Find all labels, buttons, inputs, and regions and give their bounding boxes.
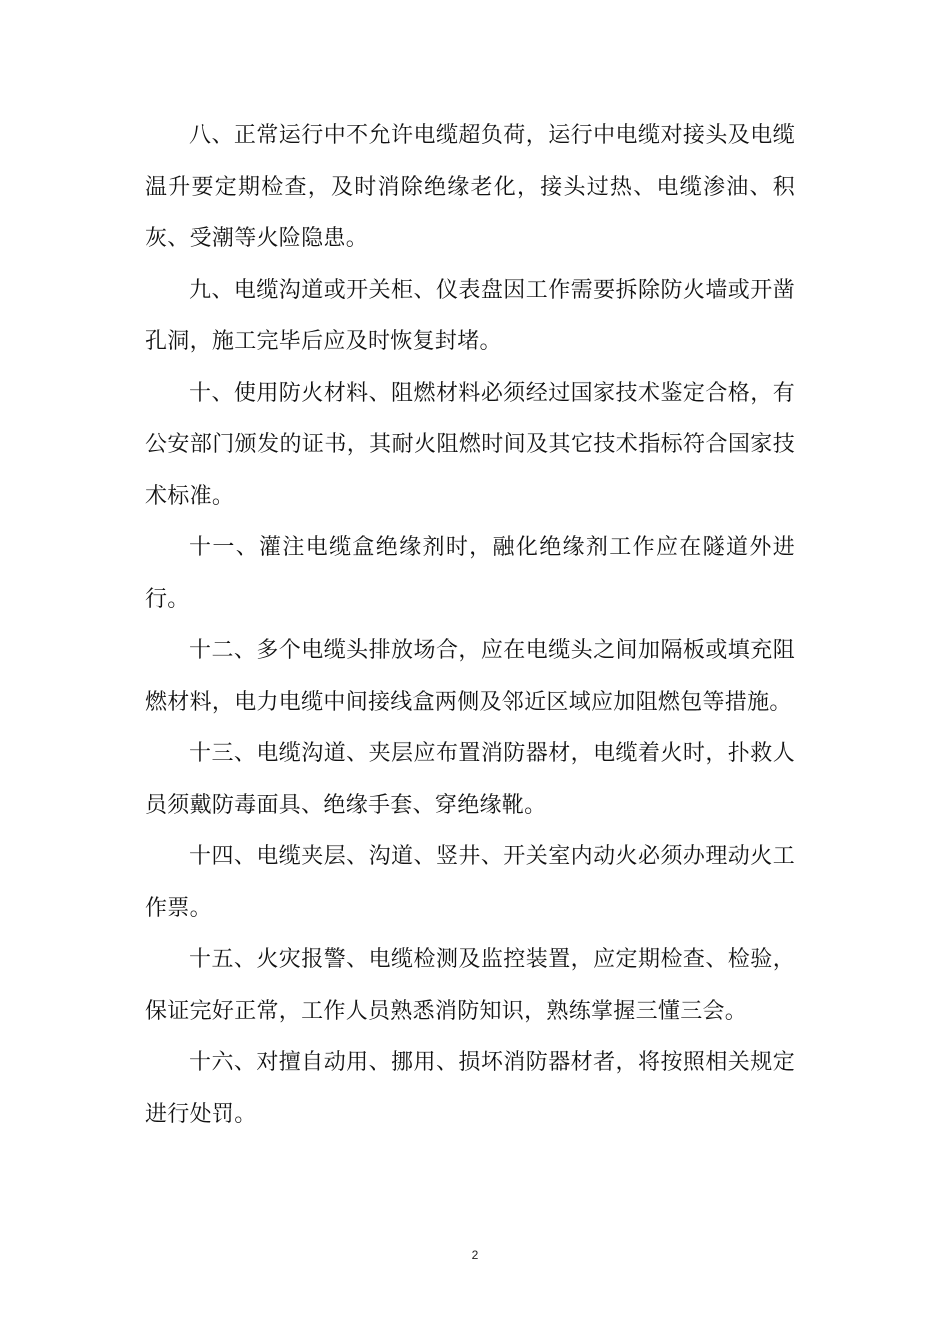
paragraph-16: 十六、对擅自动用、挪用、损坏消防器材者，将按照相关规定进行处罚。 <box>145 1050 795 1127</box>
paragraph-12: 十二、多个电缆头排放场合，应在电缆头之间加隔板或填充阻燃材料，电力电缆中间接线盒两侧及邻近区域应加阻燃包等措施。 <box>145 638 795 715</box>
paragraph-13: 十三、电缆沟道、夹层应布置消防器材，电缆着火时，扑救人员须戴防毒面具、绝缘手套、穿绝缘靴。 <box>145 741 795 818</box>
paragraph-8: 八、正常运行中不允许电缆超负荷，运行中电缆对接头及电缆温升要定期检查，及时消除绝缘老化，接头过热、电缆渗油、积灰、受潮等火险隐患。 <box>145 123 795 251</box>
paragraph-9: 九、电缆沟道或开关柜、仪表盘因工作需要拆除防火墙或开凿孔洞，施工完毕后应及时恢复封堵。 <box>145 277 795 354</box>
paragraph-14: 十四、电缆夹层、沟道、竖井、开关室内动火必须办理动火工作票。 <box>145 844 795 921</box>
paragraph-11: 十一、灌注电缆盒绝缘剂时，融化绝缘剂工作应在隧道外进行。 <box>145 535 795 612</box>
document-body <box>145 110 795 1140</box>
paragraph-15: 十五、火灾报警、电缆检测及监控装置，应定期检查、检验，保证完好正常，工作人员熟悉消防知识，熟练掌握三懂三会。 <box>145 947 795 1024</box>
paragraph-10: 十、使用防火材料、阻燃材料必须经过国家技术鉴定合格，有公安部门颁发的证书，其耐火阻燃时间及其它技术指标符合国家技术标准。 <box>145 380 795 509</box>
page-number: 2 <box>471 1248 479 1262</box>
